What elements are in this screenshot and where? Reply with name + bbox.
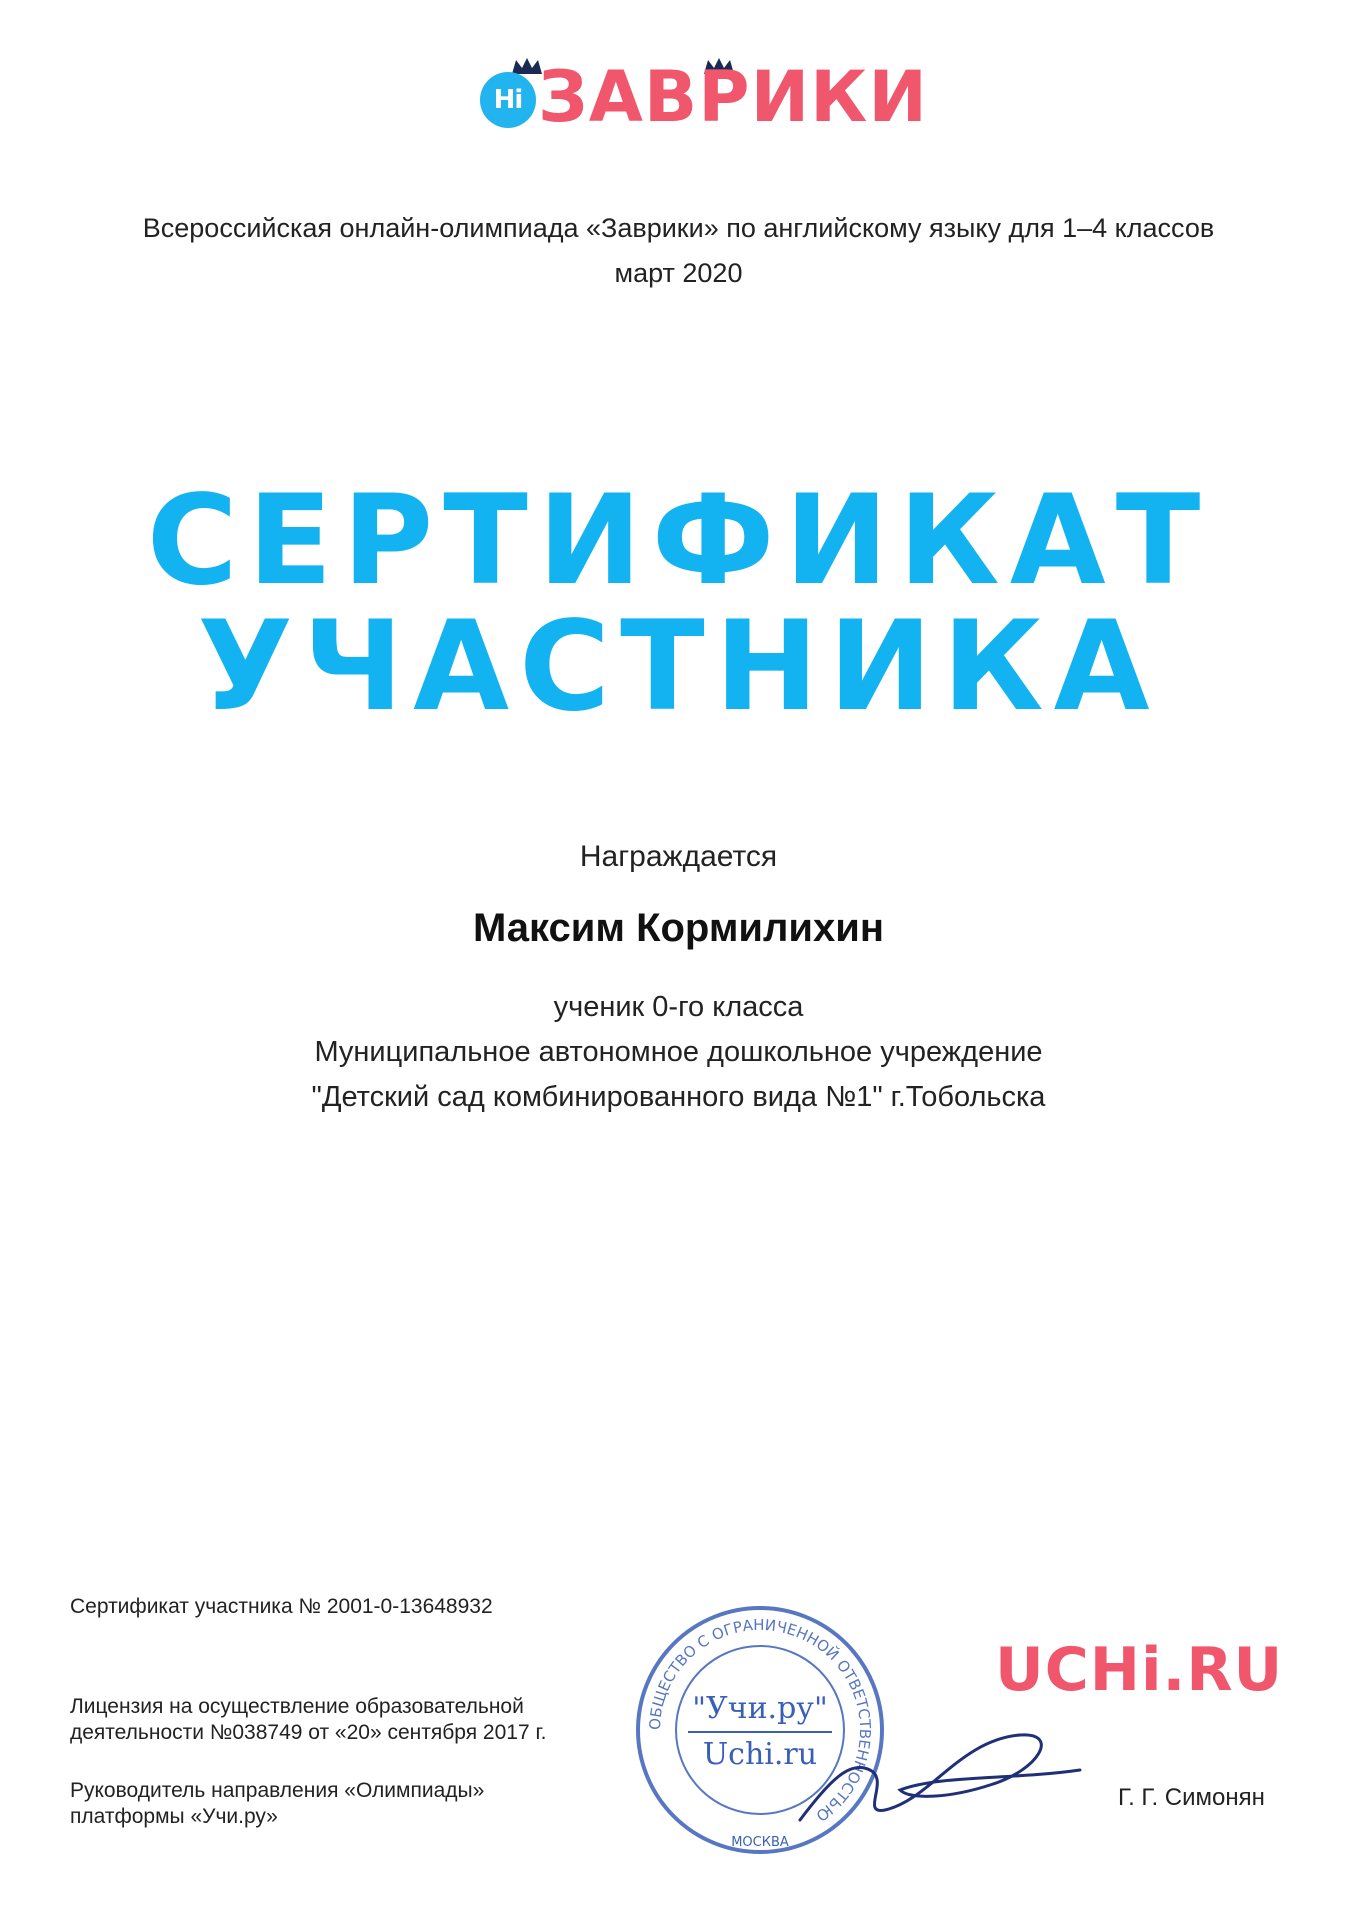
certificate-title-line2: УЧАСТНИКА (197, 595, 1160, 739)
stamp-center-ru: "Учи.ру" (692, 1691, 828, 1726)
recipient-grade: ученик 0-го класса (553, 991, 804, 1023)
awarded-label: Награждается (579, 840, 778, 873)
olympiad-name: Всероссийская онлайн-олимпиада «Заврики» по английскому языку для 1–4 классов (142, 213, 1215, 243)
signer-name: Г. Г. Симонян (1118, 1784, 1265, 1811)
certificate-number: Сертификат участника № 2001-0-13648932 (70, 1595, 493, 1618)
olympiad-subtitle (0, 206, 1357, 296)
brand-name: ЗАВРИКИ (538, 56, 928, 138)
certificate-title-line1: СЕРТИФИКАТ (146, 469, 1211, 613)
license-line2: деятельности №038749 от «20» сентября 2017 г. (70, 1721, 547, 1744)
license-info (70, 1694, 546, 1746)
stamp-city: МОСКВА (731, 1835, 789, 1850)
stamp-center-en: Uchi.ru (702, 1737, 818, 1772)
institution-line2: "Детский сад комбинированного вида №1" г.Тобольска (311, 1081, 1046, 1113)
director-title (70, 1778, 484, 1830)
director-title-line1: Руководитель направления «Олимпиады» (70, 1779, 485, 1802)
signature (790, 1720, 1090, 1840)
institution-line1: Муниципальное автономное дошкольное учреждение (314, 1036, 1043, 1068)
zavriki-logo (480, 56, 928, 138)
certificate-title (0, 469, 1357, 739)
uchi-logo: UCHi.RU (995, 1635, 1284, 1705)
olympiad-date: март 2020 (614, 258, 743, 288)
director-title-line2: платформы «Учи.ру» (70, 1805, 278, 1828)
hi-badge: Hi (480, 72, 536, 128)
stamp-ring-text: ОБЩЕСТВО С ОГРАНИЧЕННОЙ ОТВЕТСТВЕННОСТЬЮ (645, 1615, 875, 1826)
license-line1: Лицензия на осуществление образовательной (70, 1695, 524, 1718)
recipient-name: Максим Кормилихин (472, 906, 884, 950)
recipient-details (0, 985, 1357, 1120)
